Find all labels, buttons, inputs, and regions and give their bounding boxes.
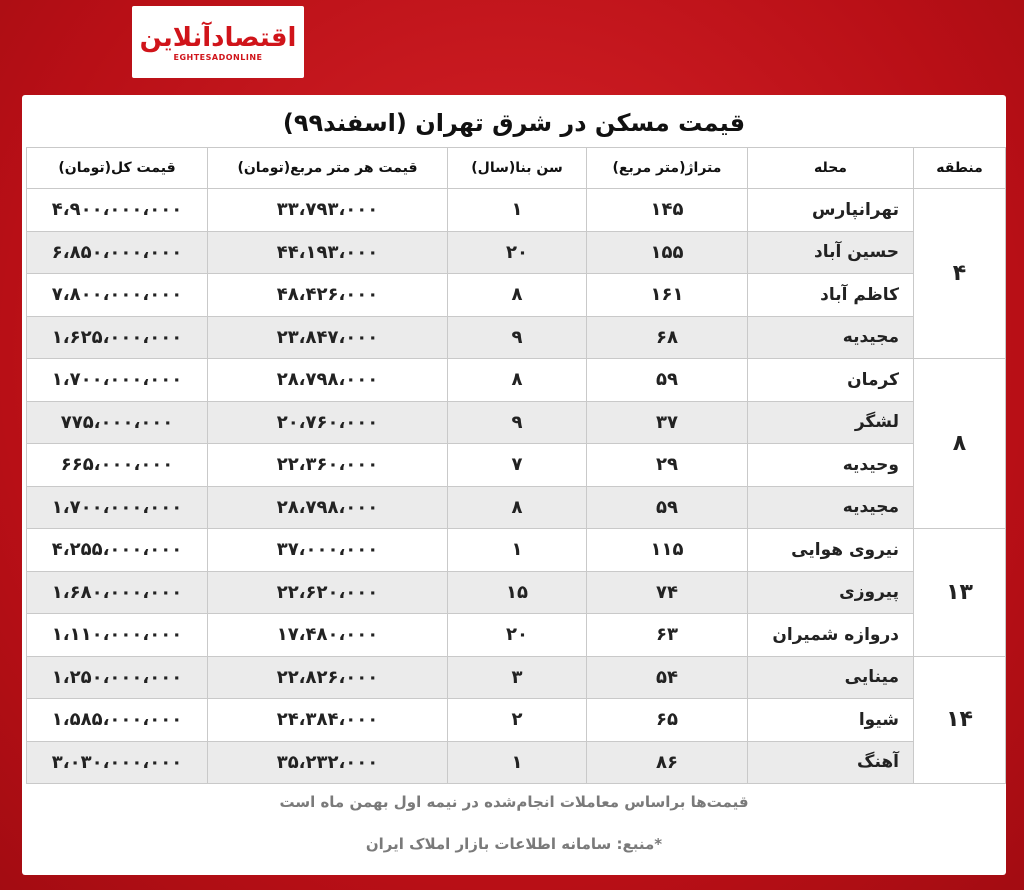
price-per-m2-cell: ۲۳،۸۴۷،۰۰۰	[208, 316, 448, 359]
neighborhood-cell: شیوا	[748, 699, 914, 742]
table-row	[27, 614, 1006, 657]
area-cell: ۶۵	[587, 699, 748, 742]
header-area: متراژ(متر مربع)	[587, 148, 748, 189]
total-price-cell: ۱،۱۱۰،۰۰۰،۰۰۰	[27, 614, 208, 657]
area-cell: ۱۵۵	[587, 231, 748, 274]
total-price-cell: ۷۷۵،۰۰۰،۰۰۰	[27, 401, 208, 444]
table-row	[27, 699, 1006, 742]
neighborhood-cell: پیروزی	[748, 571, 914, 614]
neighborhood-cell: تهرانپارس	[748, 189, 914, 232]
site-logo	[132, 6, 304, 78]
total-price-cell: ۷،۸۰۰،۰۰۰،۰۰۰	[27, 274, 208, 317]
area-cell: ۱۱۵	[587, 529, 748, 572]
housing-price-table	[26, 147, 1006, 784]
area-cell: ۵۴	[587, 656, 748, 699]
area-cell: ۵۹	[587, 359, 748, 402]
price-per-m2-cell: ۲۸،۷۹۸،۰۰۰	[208, 359, 448, 402]
header-age: سن بنا(سال)	[448, 148, 587, 189]
total-price-cell: ۱،۵۸۵،۰۰۰،۰۰۰	[27, 699, 208, 742]
age-cell: ۸	[448, 486, 587, 529]
table-row	[27, 359, 1006, 402]
neighborhood-cell: مجیدیه	[748, 316, 914, 359]
region-cell: ۴	[914, 189, 1006, 359]
neighborhood-cell: کرمان	[748, 359, 914, 402]
area-cell: ۱۶۱	[587, 274, 748, 317]
total-price-cell: ۶۶۵،۰۰۰،۰۰۰	[27, 444, 208, 487]
table-row	[27, 231, 1006, 274]
area-cell: ۵۹	[587, 486, 748, 529]
age-cell: ۱۵	[448, 571, 587, 614]
price-per-m2-cell: ۳۵،۲۳۲،۰۰۰	[208, 741, 448, 784]
neighborhood-cell: مینایی	[748, 656, 914, 699]
total-price-cell: ۱،۷۰۰،۰۰۰،۰۰۰	[27, 486, 208, 529]
price-per-m2-cell: ۲۲،۳۶۰،۰۰۰	[208, 444, 448, 487]
footnote: قیمت‌ها براساس معاملات انجام‌شده در نیمه اول بهمن ماه است	[279, 793, 749, 811]
neighborhood-cell: نیروی هوایی	[748, 529, 914, 572]
total-price-cell: ۶،۸۵۰،۰۰۰،۰۰۰	[27, 231, 208, 274]
table-header-row	[27, 148, 1006, 189]
area-cell: ۱۴۵	[587, 189, 748, 232]
price-table-card	[22, 95, 1006, 875]
price-per-m2-cell: ۴۴،۱۹۳،۰۰۰	[208, 231, 448, 274]
table-row	[27, 189, 1006, 232]
table-row	[27, 316, 1006, 359]
age-cell: ۹	[448, 316, 587, 359]
table-row	[27, 529, 1006, 572]
total-price-cell: ۱،۶۸۰،۰۰۰،۰۰۰	[27, 571, 208, 614]
age-cell: ۸	[448, 359, 587, 402]
price-per-m2-cell: ۳۳،۷۹۳،۰۰۰	[208, 189, 448, 232]
neighborhood-cell: دروازه شمیران	[748, 614, 914, 657]
neighborhood-cell: حسین آباد	[748, 231, 914, 274]
header-total-price: قیمت کل(تومان)	[27, 148, 208, 189]
table-row	[27, 486, 1006, 529]
neighborhood-cell: آهنگ	[748, 741, 914, 784]
region-cell: ۸	[914, 359, 1006, 529]
table-row	[27, 741, 1006, 784]
price-per-m2-cell: ۳۷،۰۰۰،۰۰۰	[208, 529, 448, 572]
area-cell: ۶۳	[587, 614, 748, 657]
region-cell: ۱۳	[914, 529, 1006, 657]
total-price-cell: ۴،۲۵۵،۰۰۰،۰۰۰	[27, 529, 208, 572]
total-price-cell: ۳،۰۳۰،۰۰۰،۰۰۰	[27, 741, 208, 784]
header-price-per-m2: قیمت هر متر مربع(تومان)	[208, 148, 448, 189]
price-per-m2-cell: ۲۲،۸۲۶،۰۰۰	[208, 656, 448, 699]
age-cell: ۸	[448, 274, 587, 317]
neighborhood-cell: وحیدیه	[748, 444, 914, 487]
table-row	[27, 571, 1006, 614]
neighborhood-cell: کاظم آباد	[748, 274, 914, 317]
source-note: *منبع: سامانه اطلاعات بازار املاک ایران	[365, 835, 663, 853]
area-cell: ۸۶	[587, 741, 748, 784]
total-price-cell: ۴،۹۰۰،۰۰۰،۰۰۰	[27, 189, 208, 232]
area-cell: ۳۷	[587, 401, 748, 444]
area-cell: ۶۸	[587, 316, 748, 359]
table-row	[27, 656, 1006, 699]
price-per-m2-cell: ۲۰،۷۶۰،۰۰۰	[208, 401, 448, 444]
table-row	[27, 444, 1006, 487]
area-cell: ۲۹	[587, 444, 748, 487]
price-per-m2-cell: ۲۲،۶۲۰،۰۰۰	[208, 571, 448, 614]
age-cell: ۲۰	[448, 231, 587, 274]
header-neighborhood: محله	[748, 148, 914, 189]
age-cell: ۷	[448, 444, 587, 487]
logo-text-fa: اقتصادآنلاین	[139, 22, 297, 53]
price-per-m2-cell: ۴۸،۴۲۶،۰۰۰	[208, 274, 448, 317]
price-per-m2-cell: ۲۸،۷۹۸،۰۰۰	[208, 486, 448, 529]
header-region: منطقه	[914, 148, 1006, 189]
page-title: قیمت مسکن در شرق تهران (اسفند۹۹)	[282, 109, 746, 137]
total-price-cell: ۱،۷۰۰،۰۰۰،۰۰۰	[27, 359, 208, 402]
age-cell: ۲	[448, 699, 587, 742]
table-row	[27, 401, 1006, 444]
total-price-cell: ۱،۶۲۵،۰۰۰،۰۰۰	[27, 316, 208, 359]
neighborhood-cell: لشگر	[748, 401, 914, 444]
price-per-m2-cell: ۱۷،۴۸۰،۰۰۰	[208, 614, 448, 657]
age-cell: ۹	[448, 401, 587, 444]
total-price-cell: ۱،۲۵۰،۰۰۰،۰۰۰	[27, 656, 208, 699]
region-cell: ۱۴	[914, 656, 1006, 784]
age-cell: ۱	[448, 529, 587, 572]
neighborhood-cell: مجیدیه	[748, 486, 914, 529]
age-cell: ۳	[448, 656, 587, 699]
table-row	[27, 274, 1006, 317]
age-cell: ۲۰	[448, 614, 587, 657]
logo-text-en: EGHTESADONLINE	[173, 52, 263, 62]
area-cell: ۷۴	[587, 571, 748, 614]
age-cell: ۱	[448, 189, 587, 232]
age-cell: ۱	[448, 741, 587, 784]
price-per-m2-cell: ۲۴،۳۸۴،۰۰۰	[208, 699, 448, 742]
